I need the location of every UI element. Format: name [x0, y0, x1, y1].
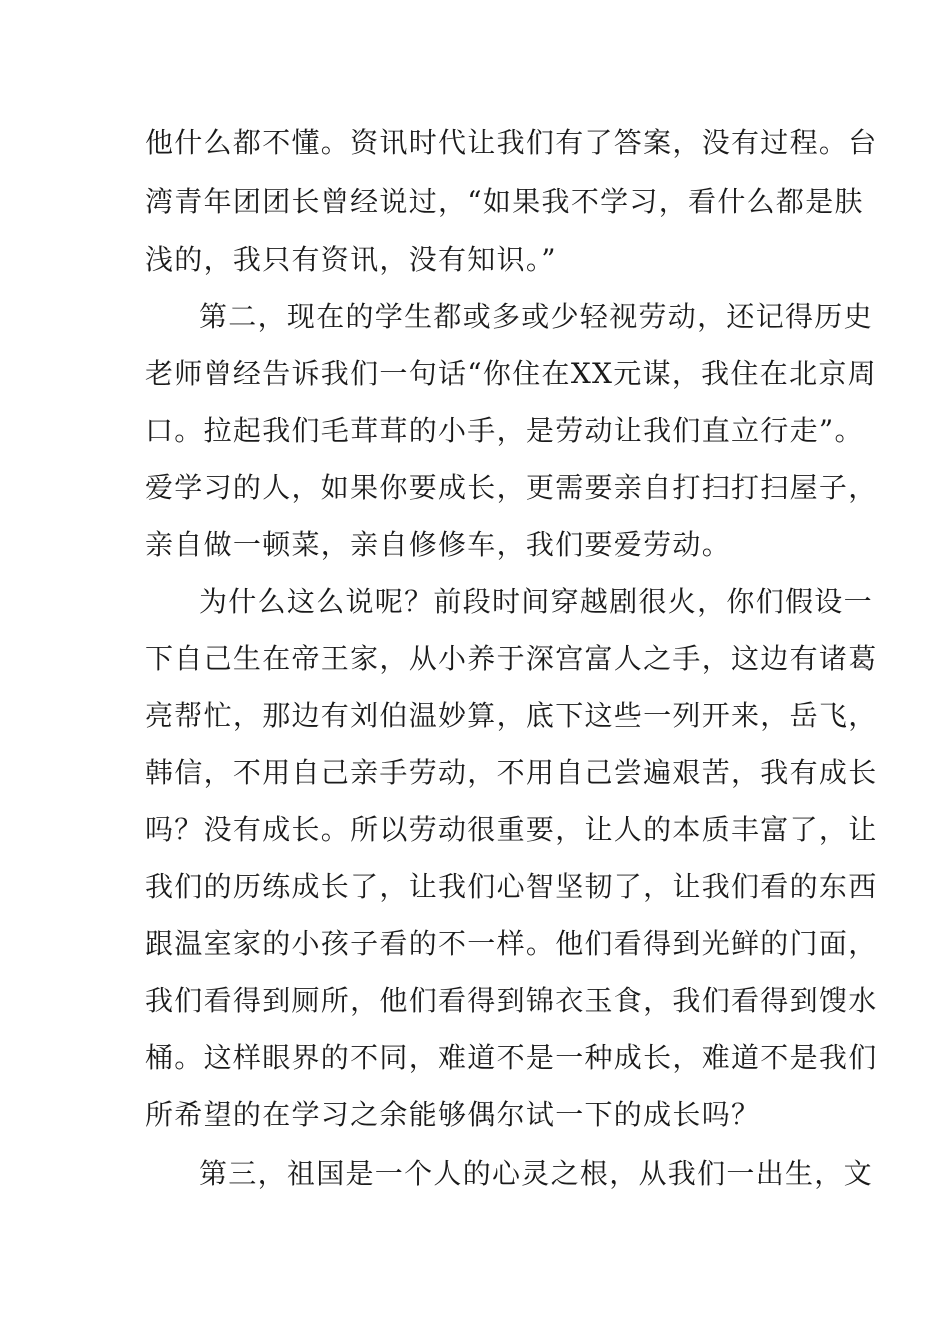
text-line: 口。拉起我们毛茸茸的小手，是劳动让我们直立行走”。 [145, 414, 864, 447]
text-line: 韩信，不用自己亲手劳动，不用自己尝遍艰苦，我有成长 [145, 756, 878, 789]
text-line: 跟温室家的小孩子看的不一样。他们看得到光鲜的门面， [145, 927, 878, 960]
text-line: 下自己生在帝王家，从小养于深宫富人之手，这边有诸葛 [145, 642, 878, 675]
text-line: 所希望的在学习之余能够偶尔试一下的成长吗？ [145, 1098, 761, 1131]
text-line: 桶。这样眼界的不同，难道不是一种成长，难道不是我们 [145, 1041, 878, 1074]
text-line: 他什么都不懂。资讯时代让我们有了答案，没有过程。台 [145, 126, 878, 159]
paragraph-start-line: 第二，现在的学生都或多或少轻视劳动，还记得历史 [199, 300, 873, 333]
text-line: 吗？没有成长。所以劳动很重要，让人的本质丰富了，让 [145, 813, 878, 846]
text-line: 浅的，我只有资讯，没有知识。” [145, 243, 557, 276]
text-line: 爱学习的人，如果你要成长，更需要亲自打扫打扫屋子， [145, 471, 878, 504]
text-line: 我们看得到厕所，他们看得到锦衣玉食，我们看得到馊水 [145, 984, 878, 1017]
text-line: 我们的历练成长了，让我们心智坚韧了，让我们看的东西 [145, 870, 878, 903]
text-line: 亮帮忙，那边有刘伯温妙算，底下这些一列开来，岳飞， [145, 699, 878, 732]
paragraph-start-line: 第三，祖国是一个人的心灵之根，从我们一出生，文 [199, 1157, 873, 1190]
text-line: 亲自做一顿菜，亲自修修车，我们要爱劳动。 [145, 528, 732, 561]
paragraph-start-line: 为什么这么说呢？前段时间穿越剧很火，你们假设一 [199, 585, 873, 618]
text-line: 老师曾经告诉我们一句话“你住在XX元谋，我住在北京周 [145, 357, 877, 390]
text-line: 湾青年团团长曾经说过，“如果我不学习，看什么都是肤 [145, 185, 864, 218]
